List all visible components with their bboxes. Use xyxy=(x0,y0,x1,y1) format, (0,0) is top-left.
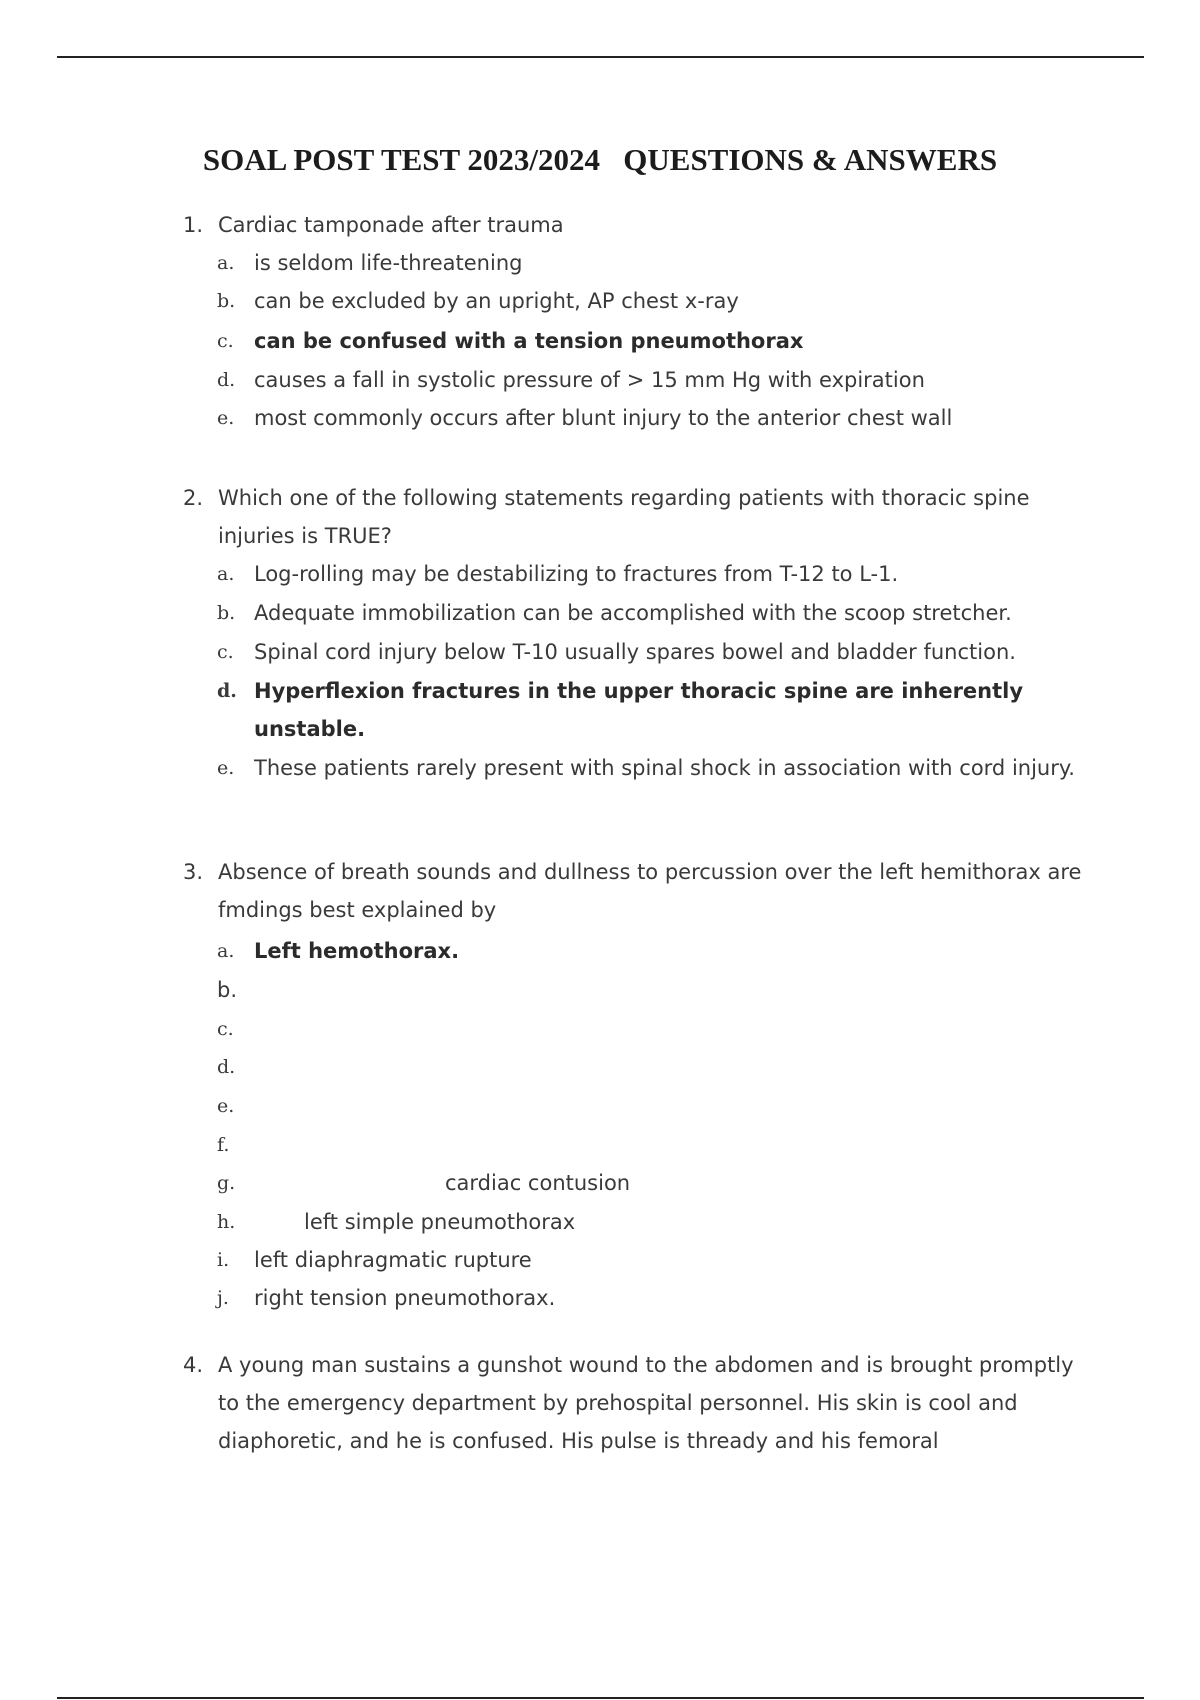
option-text: Hyperflexion fractures in the upper thoracic spine are inherently unstable. xyxy=(254,679,1024,741)
option-text: is seldom life-threatening xyxy=(254,251,523,275)
option-text: left diaphragmatic rupture xyxy=(254,1248,532,1272)
option-text: Left hemothorax. xyxy=(254,939,460,963)
q2-option-d-answer xyxy=(217,672,1077,748)
question-text: Which one of the following statements regarding patients with thoracic spine injuries is TRUE? xyxy=(218,486,1030,548)
question-number: 3. xyxy=(183,860,204,884)
option-letter: b. xyxy=(217,290,236,312)
q2-option-a xyxy=(217,555,1077,593)
q1-option-d xyxy=(217,361,1077,399)
option-letter: c. xyxy=(217,1018,234,1040)
question-number: 1. xyxy=(183,213,204,237)
option-letter: d. xyxy=(217,680,237,702)
option-letter: b. xyxy=(217,978,238,1002)
question-text: Cardiac tamponade after trauma xyxy=(218,213,564,237)
option-letter: e. xyxy=(217,407,235,429)
page-title: SOAL POST TEST 2023/2024 QUESTIONS & ANSWERS xyxy=(202,142,998,177)
option-letter: e. xyxy=(217,757,235,779)
option-letter: d. xyxy=(217,1056,236,1078)
bottom-rule xyxy=(57,1697,1144,1699)
q2-option-e xyxy=(217,749,1077,787)
option-letter: h. xyxy=(217,1211,236,1233)
option-letter: i. xyxy=(217,1249,230,1271)
q3-option-h xyxy=(217,1203,1077,1241)
question-text: Absence of breath sounds and dullness to percussion over the left hemithorax are fmdings best explained by xyxy=(218,860,1082,922)
option-letter: a. xyxy=(217,252,235,274)
option-text: Log-rolling may be destabilizing to fractures from T-12 to L-1. xyxy=(254,562,899,586)
option-text: can be excluded by an upright, AP chest x-ray xyxy=(254,289,739,313)
question-4 xyxy=(183,1346,1083,1460)
question-3 xyxy=(183,853,1083,929)
question-number: 2. xyxy=(183,486,204,510)
option-text: left simple pneumothorax xyxy=(304,1210,576,1234)
option-text: Adequate immobilization can be accomplished with the scoop stretcher. xyxy=(254,601,1012,625)
q1-option-c-answer xyxy=(217,322,1077,360)
option-letter: b. xyxy=(217,602,236,624)
q3-option-g xyxy=(217,1164,1077,1202)
option-letter: j. xyxy=(217,1287,229,1309)
q2-option-b xyxy=(217,594,1077,632)
option-text: These patients rarely present with spinal shock in association with cord injury. xyxy=(254,756,1075,780)
option-letter: g. xyxy=(217,1172,236,1194)
option-text: causes a fall in systolic pressure of > 15 mm Hg with expiration xyxy=(254,368,925,392)
q1-option-e xyxy=(217,399,1077,437)
top-rule xyxy=(57,56,1144,58)
q3-option-a-answer xyxy=(217,932,1077,970)
option-letter: f. xyxy=(217,1134,230,1156)
q2-option-c xyxy=(217,633,1077,671)
option-text: cardiac contusion xyxy=(445,1171,631,1195)
q1-option-a xyxy=(217,244,1077,282)
q3-option-i xyxy=(217,1241,1077,1279)
q3-option-j xyxy=(217,1279,1077,1317)
option-letter: a. xyxy=(217,563,235,585)
question-number: 4. xyxy=(183,1353,204,1377)
option-letter: c. xyxy=(217,330,234,352)
question-2 xyxy=(183,479,1083,555)
option-letter: e. xyxy=(217,1095,235,1117)
q1-option-b xyxy=(217,282,1077,320)
option-letter: a. xyxy=(217,940,235,962)
option-text: Spinal cord injury below T-10 usually spares bowel and bladder function. xyxy=(254,640,1016,664)
option-text: most commonly occurs after blunt injury to the anterior chest wall xyxy=(254,406,953,430)
question-1 xyxy=(183,206,1083,244)
option-text: right tension pneumothorax. xyxy=(254,1286,556,1310)
option-letter: d. xyxy=(217,369,236,391)
option-text: can be confused with a tension pneumothorax xyxy=(254,329,804,353)
option-letter: c. xyxy=(217,641,234,663)
question-text: A young man sustains a gunshot wound to the abdomen and is brought promptly to the emergency department by prehospital personnel. His skin is cool and diaphoretic, and he is confused. His pulse is thready and his femoral xyxy=(218,1353,1074,1453)
